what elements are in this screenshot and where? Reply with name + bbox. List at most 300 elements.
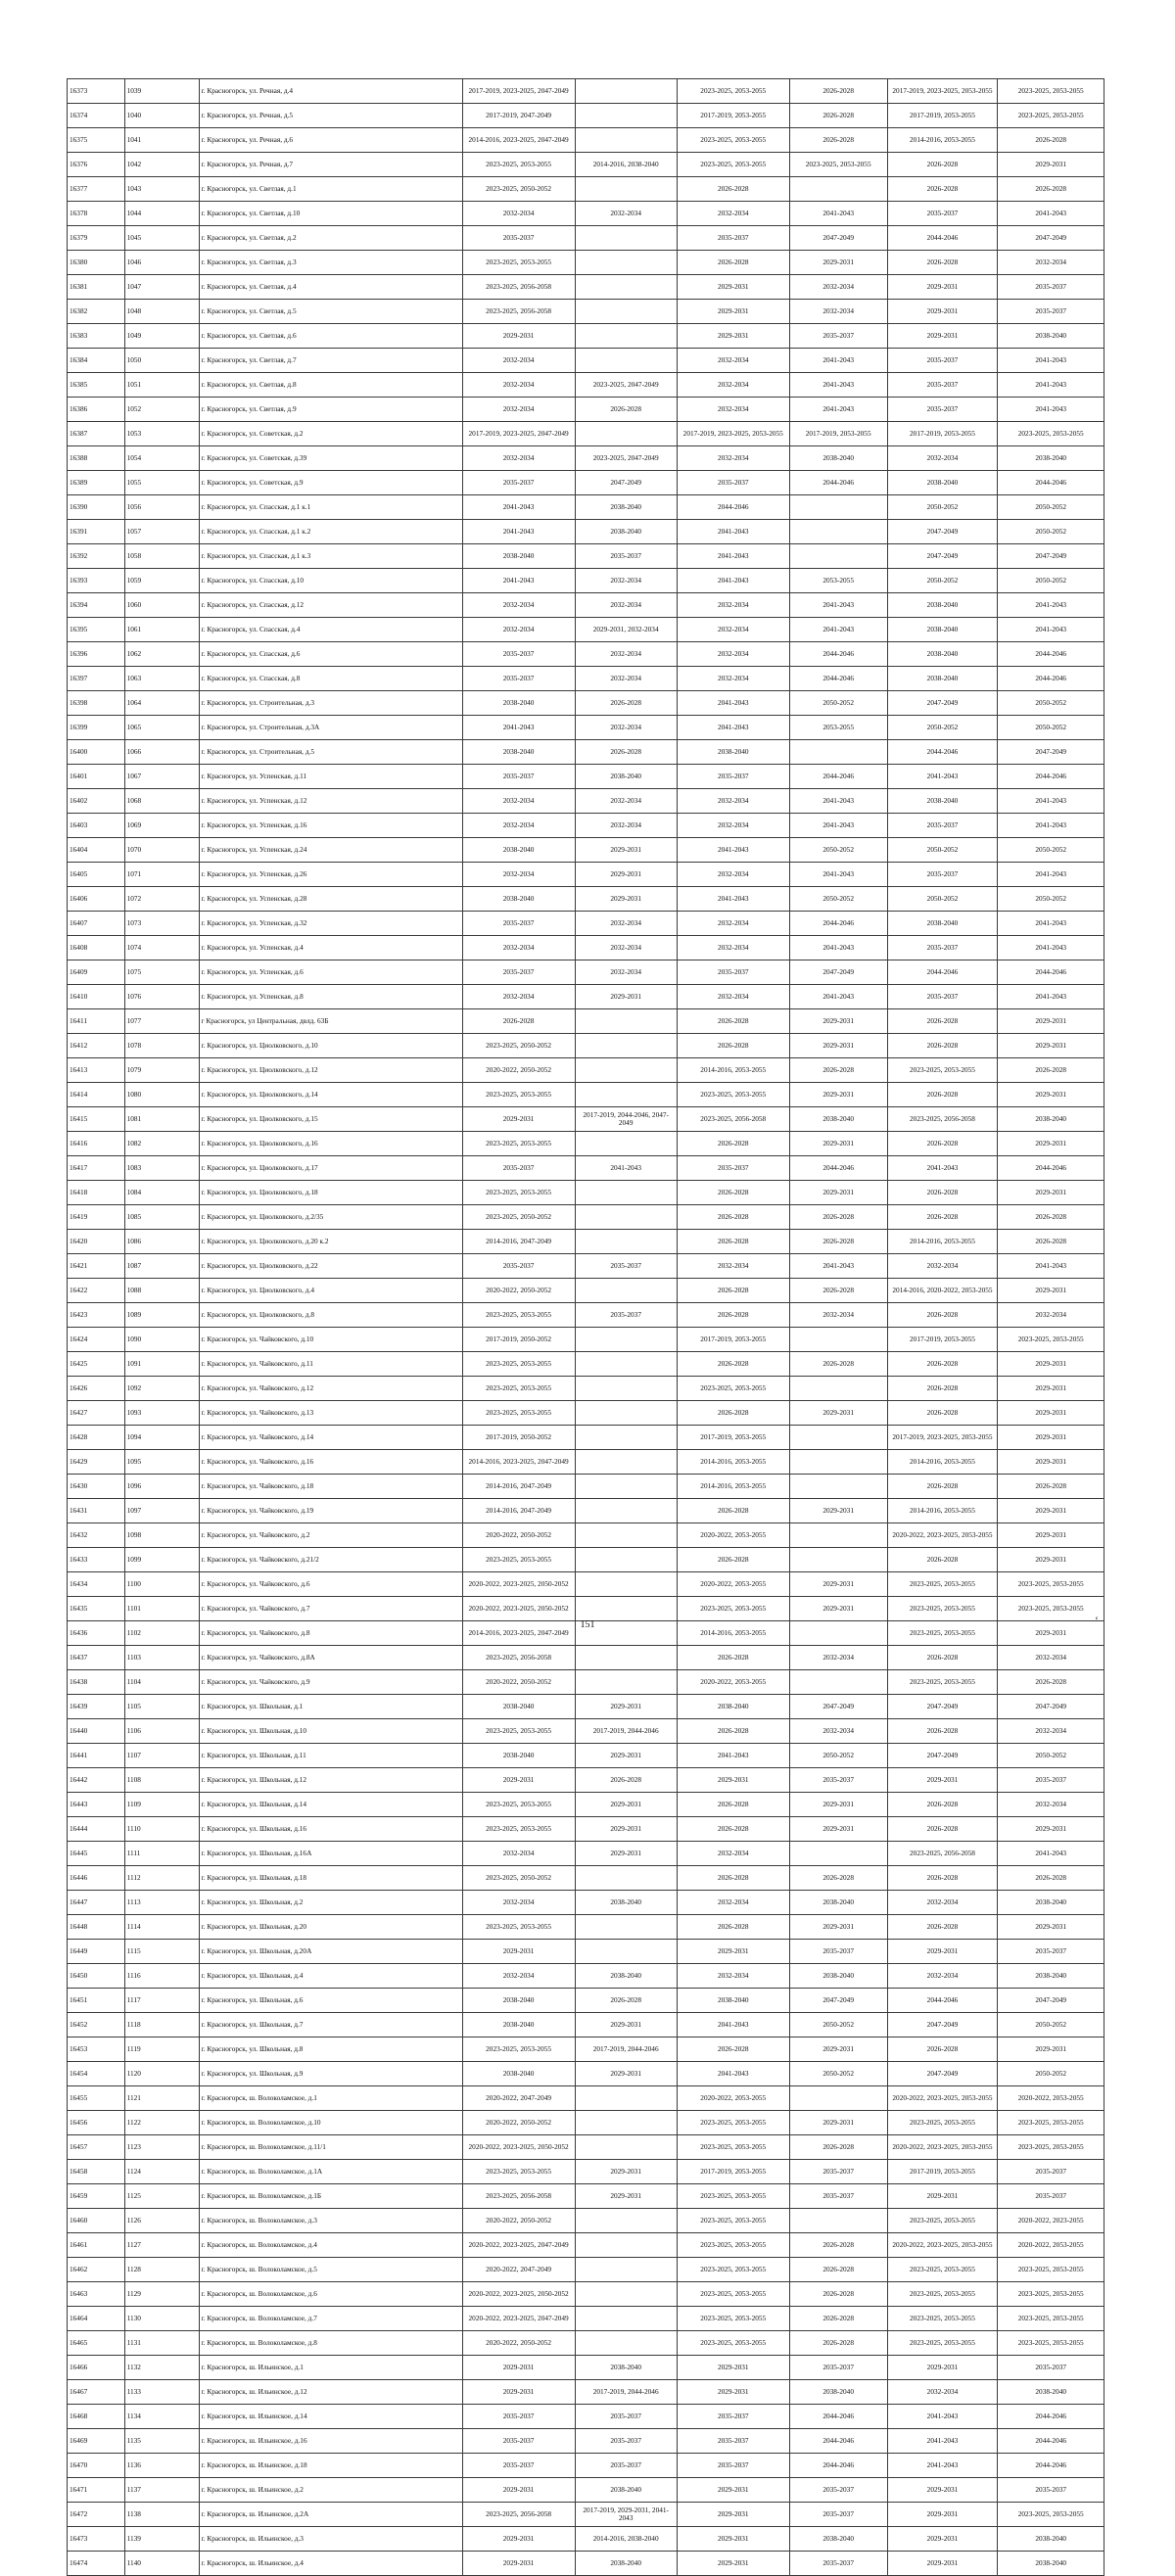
period-cell-6: 2041-2043 bbox=[998, 985, 1104, 1009]
period-cell-1: 2017-2019, 2023-2025, 2047-2049 bbox=[462, 422, 575, 446]
period-cell-3: 2035-2037 bbox=[677, 226, 789, 251]
table-row bbox=[68, 1915, 1104, 1940]
period-cell-6: 2020-2022, 2023-2055 bbox=[998, 2209, 1104, 2233]
period-cell-3: 2032-2034 bbox=[677, 593, 789, 618]
period-cell-3: 2041-2043 bbox=[677, 1744, 789, 1768]
row-number-cell: 1121 bbox=[124, 2086, 199, 2111]
period-cell-5: 2023-2025, 2053-2055 bbox=[887, 2307, 998, 2331]
page-number: 151 bbox=[580, 1619, 595, 1630]
period-cell-4: 2050-2052 bbox=[789, 691, 887, 716]
period-cell-4: 2026-2028 bbox=[789, 1205, 887, 1230]
period-cell-1: 2035-2037 bbox=[462, 2429, 575, 2454]
period-cell-3: 2026-2028 bbox=[677, 177, 789, 202]
row-id-cell: 16426 bbox=[68, 1377, 125, 1401]
period-cell-2 bbox=[575, 1205, 677, 1230]
row-number-cell: 1130 bbox=[124, 2307, 199, 2331]
table-row bbox=[68, 1450, 1104, 1475]
row-number-cell: 1050 bbox=[124, 349, 199, 373]
row-id-cell: 16464 bbox=[68, 2307, 125, 2331]
address-cell: г. Красногорск, ул. Успенская, д.26 bbox=[199, 863, 462, 887]
address-cell: г. Красногорск, ул. Успенская, д.28 bbox=[199, 887, 462, 912]
row-id-cell: 16456 bbox=[68, 2111, 125, 2135]
period-cell-3: 2026-2028 bbox=[677, 1034, 789, 1058]
period-cell-4: 2041-2043 bbox=[789, 789, 887, 814]
period-cell-5: 2026-2028 bbox=[887, 1817, 998, 1842]
period-cell-4: 2044-2046 bbox=[789, 2405, 887, 2429]
period-cell-1: 2023-2025, 2053-2055 bbox=[462, 1352, 575, 1377]
period-cell-2: 2029-2031 bbox=[575, 887, 677, 912]
period-cell-1: 2023-2025, 2056-2058 bbox=[462, 1646, 575, 1670]
period-cell-5: 2038-2040 bbox=[887, 912, 998, 936]
row-id-cell: 16455 bbox=[68, 2086, 125, 2111]
row-number-cell: 1078 bbox=[124, 1034, 199, 1058]
period-cell-1: 2035-2037 bbox=[462, 1156, 575, 1181]
row-id-cell: 16466 bbox=[68, 2356, 125, 2380]
address-cell: г. Красногорск, ш. Волоколамское, д.1Б bbox=[199, 2184, 462, 2209]
row-id-cell: 16399 bbox=[68, 716, 125, 740]
period-cell-3: 2032-2034 bbox=[677, 667, 789, 691]
row-number-cell: 1109 bbox=[124, 1793, 199, 1817]
row-id-cell: 16436 bbox=[68, 1621, 125, 1646]
row-number-cell: 1102 bbox=[124, 1621, 199, 1646]
period-cell-3: 2026-2028 bbox=[677, 1279, 789, 1303]
address-cell: г. Красногорск, ул. Школьная, д.12 bbox=[199, 1768, 462, 1793]
table-row bbox=[68, 1107, 1104, 1132]
period-cell-5: 2035-2037 bbox=[887, 373, 998, 398]
period-cell-5: 2017-2019, 2023-2025, 2053-2055 bbox=[887, 79, 998, 104]
row-id-cell: 16404 bbox=[68, 838, 125, 863]
period-cell-2: 2026-2028 bbox=[575, 1768, 677, 1793]
period-cell-5: 2026-2028 bbox=[887, 1352, 998, 1377]
period-cell-5: 2026-2028 bbox=[887, 1009, 998, 1034]
period-cell-3: 2023-2025, 2053-2055 bbox=[677, 2111, 789, 2135]
period-cell-4: 2050-2052 bbox=[789, 2013, 887, 2037]
row-number-cell: 1049 bbox=[124, 324, 199, 349]
period-cell-2 bbox=[575, 1083, 677, 1107]
period-cell-1: 2023-2025, 2050-2052 bbox=[462, 177, 575, 202]
row-number-cell: 1094 bbox=[124, 1426, 199, 1450]
table-row bbox=[68, 349, 1104, 373]
row-number-cell: 1118 bbox=[124, 2013, 199, 2037]
period-cell-1: 2032-2034 bbox=[462, 985, 575, 1009]
period-cell-2 bbox=[575, 251, 677, 275]
period-cell-1: 2017-2019, 2050-2052 bbox=[462, 1426, 575, 1450]
period-cell-2 bbox=[575, 1548, 677, 1572]
period-cell-2: 2029-2031 bbox=[575, 1744, 677, 1768]
period-cell-5: 2050-2052 bbox=[887, 569, 998, 593]
row-id-cell: 16388 bbox=[68, 446, 125, 471]
period-cell-3: 2029-2031 bbox=[677, 2527, 789, 2552]
period-cell-6: 2023-2025, 2053-2055 bbox=[998, 2258, 1104, 2282]
period-cell-4: 2026-2028 bbox=[789, 79, 887, 104]
address-cell: г. Красногорск, ул. Чайковского, д.21/2 bbox=[199, 1548, 462, 1572]
period-cell-5: 2023-2025, 2053-2055 bbox=[887, 2111, 998, 2135]
row-number-cell: 1067 bbox=[124, 765, 199, 789]
table-row bbox=[68, 2233, 1104, 2258]
period-cell-6: 2041-2043 bbox=[998, 593, 1104, 618]
period-cell-4: 2038-2040 bbox=[789, 446, 887, 471]
row-number-cell: 1132 bbox=[124, 2356, 199, 2380]
row-number-cell: 1085 bbox=[124, 1205, 199, 1230]
row-id-cell: 16461 bbox=[68, 2233, 125, 2258]
period-cell-1: 2038-2040 bbox=[462, 740, 575, 765]
period-cell-2: 2017-2019, 2044-2046 bbox=[575, 1719, 677, 1744]
period-cell-4: 2029-2031 bbox=[789, 2111, 887, 2135]
row-number-cell: 1123 bbox=[124, 2135, 199, 2160]
period-cell-2: 2029-2031 bbox=[575, 2160, 677, 2184]
row-number-cell: 1053 bbox=[124, 422, 199, 446]
address-cell: г. Красногорск, ул. Светлая, д.1 bbox=[199, 177, 462, 202]
period-cell-4: 2029-2031 bbox=[789, 1499, 887, 1523]
address-cell: г. Красногорск, ш. Волоколамское, д.3 bbox=[199, 2209, 462, 2233]
period-cell-5: 2020-2022, 2023-2025, 2053-2055 bbox=[887, 2086, 998, 2111]
period-cell-3: 2044-2046 bbox=[677, 495, 789, 520]
period-cell-5: 2020-2022, 2023-2025, 2053-2055 bbox=[887, 2233, 998, 2258]
period-cell-1: 2032-2034 bbox=[462, 1964, 575, 1989]
period-cell-4: 2029-2031 bbox=[789, 1597, 887, 1621]
period-cell-2: 2029-2031 bbox=[575, 2062, 677, 2086]
period-cell-2 bbox=[575, 1401, 677, 1426]
table-row bbox=[68, 691, 1104, 716]
address-cell: г. Красногорск, ул. Советская, д.39 bbox=[199, 446, 462, 471]
period-cell-4: 2053-2055 bbox=[789, 716, 887, 740]
period-cell-3: 2017-2019, 2053-2055 bbox=[677, 1426, 789, 1450]
address-cell: г. Красногорск, ул. Циолковского, д.16 bbox=[199, 1132, 462, 1156]
period-cell-2: 2029-2031 bbox=[575, 1842, 677, 1866]
period-cell-3: 2023-2025, 2053-2055 bbox=[677, 2282, 789, 2307]
row-number-cell: 1129 bbox=[124, 2282, 199, 2307]
period-cell-4: 2053-2055 bbox=[789, 569, 887, 593]
row-number-cell: 1133 bbox=[124, 2380, 199, 2405]
period-cell-4: 2041-2043 bbox=[789, 618, 887, 642]
period-cell-2: 2038-2040 bbox=[575, 1891, 677, 1915]
table-row bbox=[68, 618, 1104, 642]
address-cell: г. Красногорск, ул. Спасская, д.1 к.1 bbox=[199, 495, 462, 520]
period-cell-6: 2044-2046 bbox=[998, 765, 1104, 789]
table-row bbox=[68, 520, 1104, 544]
address-cell: г. Красногорск, ул. Строительная, д.3 bbox=[199, 691, 462, 716]
period-cell-2: 2038-2040 bbox=[575, 2356, 677, 2380]
row-number-cell: 1114 bbox=[124, 1915, 199, 1940]
period-cell-3: 2026-2028 bbox=[677, 1303, 789, 1328]
period-cell-5: 2026-2028 bbox=[887, 153, 998, 177]
period-cell-3: 2032-2034 bbox=[677, 618, 789, 642]
address-cell: г. Красногорск, ул. Школьная, д.20А bbox=[199, 1940, 462, 1964]
period-cell-4 bbox=[789, 1842, 887, 1866]
row-number-cell: 1051 bbox=[124, 373, 199, 398]
period-cell-5: 2029-2031 bbox=[887, 2356, 998, 2380]
row-number-cell: 1061 bbox=[124, 618, 199, 642]
period-cell-4: 2026-2028 bbox=[789, 1279, 887, 1303]
period-cell-3: 2041-2043 bbox=[677, 569, 789, 593]
table-row bbox=[68, 912, 1104, 936]
address-cell: г. Красногорск, ул. Спасская, д.4 bbox=[199, 618, 462, 642]
period-cell-5: 2044-2046 bbox=[887, 960, 998, 985]
period-cell-3: 2032-2034 bbox=[677, 912, 789, 936]
period-cell-2: 2032-2034 bbox=[575, 814, 677, 838]
address-cell: г. Красногорск, ул. Речная, д.4 bbox=[199, 79, 462, 104]
row-number-cell: 1073 bbox=[124, 912, 199, 936]
address-cell: г. Красногорск, ул. Речная, д.7 bbox=[199, 153, 462, 177]
table-row bbox=[68, 2380, 1104, 2405]
period-cell-2: 2038-2040 bbox=[575, 520, 677, 544]
period-cell-5: 2035-2037 bbox=[887, 863, 998, 887]
period-cell-6: 2041-2043 bbox=[998, 912, 1104, 936]
row-id-cell: 16460 bbox=[68, 2209, 125, 2233]
period-cell-1: 2038-2040 bbox=[462, 2062, 575, 2086]
period-cell-4: 2038-2040 bbox=[789, 1891, 887, 1915]
row-id-cell: 16471 bbox=[68, 2478, 125, 2503]
period-cell-1: 2041-2043 bbox=[462, 520, 575, 544]
period-cell-3: 2017-2019, 2053-2055 bbox=[677, 1328, 789, 1352]
period-cell-4: 2026-2028 bbox=[789, 104, 887, 128]
period-cell-6: 2044-2046 bbox=[998, 2405, 1104, 2429]
row-id-cell: 16432 bbox=[68, 1523, 125, 1548]
row-number-cell: 1111 bbox=[124, 1842, 199, 1866]
period-cell-2: 2029-2031 bbox=[575, 1817, 677, 1842]
address-cell: г. Красногорск, ш. Ильинское, д.1 bbox=[199, 2356, 462, 2380]
period-cell-6: 2050-2052 bbox=[998, 691, 1104, 716]
period-cell-6: 2023-2025, 2053-2055 bbox=[998, 2307, 1104, 2331]
period-cell-4: 2035-2037 bbox=[789, 2160, 887, 2184]
address-cell: г. Красногорск, ул. Строительная, д.5 bbox=[199, 740, 462, 765]
period-cell-1: 2023-2025, 2050-2052 bbox=[462, 1205, 575, 1230]
row-id-cell: 16429 bbox=[68, 1450, 125, 1475]
period-cell-1: 2020-2022, 2023-2025, 2050-2052 bbox=[462, 1597, 575, 1621]
period-cell-1: 2038-2040 bbox=[462, 887, 575, 912]
period-cell-5: 2023-2025, 2053-2055 bbox=[887, 2282, 998, 2307]
row-number-cell: 1083 bbox=[124, 1156, 199, 1181]
table-row bbox=[68, 1866, 1104, 1891]
row-id-cell: 16454 bbox=[68, 2062, 125, 2086]
row-id-cell: 16437 bbox=[68, 1646, 125, 1670]
period-cell-4: 2029-2031 bbox=[789, 1401, 887, 1426]
table-row bbox=[68, 2062, 1104, 2086]
table-row bbox=[68, 1279, 1104, 1303]
row-id-cell: 16394 bbox=[68, 593, 125, 618]
period-cell-4 bbox=[789, 1548, 887, 1572]
period-cell-5: 2026-2028 bbox=[887, 1866, 998, 1891]
table-row bbox=[68, 1768, 1104, 1793]
period-cell-2 bbox=[575, 1475, 677, 1499]
address-cell: г. Красногорск, ул. Циолковского, д.4 bbox=[199, 1279, 462, 1303]
period-cell-3: 2032-2034 bbox=[677, 985, 789, 1009]
address-cell: г. Красногорск, ш. Ильинское, д.2 bbox=[199, 2478, 462, 2503]
period-cell-1: 2032-2034 bbox=[462, 1891, 575, 1915]
period-cell-2: 2017-2019, 2029-2031, 2041-2043 bbox=[575, 2503, 677, 2527]
period-cell-5: 2047-2049 bbox=[887, 544, 998, 569]
row-id-cell: 16405 bbox=[68, 863, 125, 887]
address-cell: г. Красногорск, ул. Светлая, д.6 bbox=[199, 324, 462, 349]
period-cell-2 bbox=[575, 1915, 677, 1940]
period-cell-2 bbox=[575, 2258, 677, 2282]
period-cell-4: 2041-2043 bbox=[789, 593, 887, 618]
row-id-cell: 16375 bbox=[68, 128, 125, 153]
row-id-cell: 16417 bbox=[68, 1156, 125, 1181]
period-cell-2 bbox=[575, 128, 677, 153]
table-row bbox=[68, 1426, 1104, 1450]
period-cell-2 bbox=[575, 1572, 677, 1597]
period-cell-4: 2041-2043 bbox=[789, 936, 887, 960]
address-cell: г. Красногорск, ш. Ильинское, д.2А bbox=[199, 2503, 462, 2527]
address-cell: г. Красногорск, ул. Светлая, д.4 bbox=[199, 275, 462, 300]
row-id-cell: 16393 bbox=[68, 569, 125, 593]
period-cell-3: 2032-2034 bbox=[677, 446, 789, 471]
address-cell: г. Красногорск, ул. Циолковского, д.20 к.2 bbox=[199, 1230, 462, 1254]
period-cell-3: 2026-2028 bbox=[677, 1401, 789, 1426]
period-cell-5: 2023-2025, 2053-2055 bbox=[887, 2209, 998, 2233]
period-cell-6: 2023-2025, 2053-2055 bbox=[998, 422, 1104, 446]
row-number-cell: 1039 bbox=[124, 79, 199, 104]
row-number-cell: 1089 bbox=[124, 1303, 199, 1328]
row-id-cell: 16398 bbox=[68, 691, 125, 716]
period-cell-6: 2023-2025, 2053-2055 bbox=[998, 2331, 1104, 2356]
table-row bbox=[68, 1083, 1104, 1107]
period-cell-3: 2032-2034 bbox=[677, 814, 789, 838]
table-body bbox=[68, 79, 1104, 2576]
table-row bbox=[68, 2454, 1104, 2478]
period-cell-4: 2038-2040 bbox=[789, 2380, 887, 2405]
table-row bbox=[68, 2552, 1104, 2576]
period-cell-1: 2020-2022, 2050-2052 bbox=[462, 1058, 575, 1083]
period-cell-3: 2023-2025, 2056-2058 bbox=[677, 1107, 789, 1132]
address-cell: г. Красногорск, ул. Речная, д.6 bbox=[199, 128, 462, 153]
table-row bbox=[68, 1401, 1104, 1426]
address-cell: г. Красногорск, ул. Чайковского, д.7 bbox=[199, 1597, 462, 1621]
address-cell: г. Красногорск, ш. Волоколамское, д.6 bbox=[199, 2282, 462, 2307]
period-cell-3: 2020-2022, 2053-2055 bbox=[677, 1572, 789, 1597]
table-row bbox=[68, 2307, 1104, 2331]
table-row bbox=[68, 1254, 1104, 1279]
period-cell-3: 2026-2028 bbox=[677, 1646, 789, 1670]
period-cell-4: 2044-2046 bbox=[789, 642, 887, 667]
period-cell-6: 2026-2028 bbox=[998, 1670, 1104, 1695]
address-cell: г. Красногорск, ул. Циолковского, д.17 bbox=[199, 1156, 462, 1181]
row-number-cell: 1080 bbox=[124, 1083, 199, 1107]
row-id-cell: 16474 bbox=[68, 2552, 125, 2576]
address-cell: г. Красногорск, ул. Чайковского, д.2 bbox=[199, 1523, 462, 1548]
table-row bbox=[68, 2405, 1104, 2429]
period-cell-3: 2026-2028 bbox=[677, 1205, 789, 1230]
row-number-cell: 1112 bbox=[124, 1866, 199, 1891]
period-cell-6: 2038-2040 bbox=[998, 2552, 1104, 2576]
row-number-cell: 1087 bbox=[124, 1254, 199, 1279]
period-cell-2 bbox=[575, 2086, 677, 2111]
period-cell-1: 2023-2025, 2050-2052 bbox=[462, 1034, 575, 1058]
period-cell-6: 2047-2049 bbox=[998, 544, 1104, 569]
period-cell-1: 2023-2025, 2053-2055 bbox=[462, 1083, 575, 1107]
period-cell-5: 2044-2046 bbox=[887, 740, 998, 765]
table-row bbox=[68, 1181, 1104, 1205]
period-cell-2: 2035-2037 bbox=[575, 2405, 677, 2429]
row-id-cell: 16386 bbox=[68, 398, 125, 422]
address-cell: г. Красногорск, ул. Чайковского, д.8А bbox=[199, 1646, 462, 1670]
period-cell-3: 2023-2025, 2053-2055 bbox=[677, 2258, 789, 2282]
period-cell-4: 2026-2028 bbox=[789, 2258, 887, 2282]
period-cell-4: 2047-2049 bbox=[789, 1695, 887, 1719]
period-cell-3: 2023-2025, 2053-2055 bbox=[677, 2135, 789, 2160]
period-cell-5: 2035-2037 bbox=[887, 202, 998, 226]
address-cell: г. Красногорск, ул. Циолковского, д.12 bbox=[199, 1058, 462, 1083]
period-cell-1: 2023-2025, 2053-2055 bbox=[462, 1915, 575, 1940]
period-cell-1: 2023-2025, 2053-2055 bbox=[462, 1377, 575, 1401]
scan-mark: ‘ bbox=[1095, 1614, 1099, 1627]
period-cell-2 bbox=[575, 1940, 677, 1964]
table-row bbox=[68, 300, 1104, 324]
period-cell-2: 2023-2025, 2047-2049 bbox=[575, 373, 677, 398]
period-cell-6: 2035-2037 bbox=[998, 2184, 1104, 2209]
period-cell-4 bbox=[789, 520, 887, 544]
period-cell-3: 2041-2043 bbox=[677, 887, 789, 912]
period-cell-6: 2050-2052 bbox=[998, 2013, 1104, 2037]
period-cell-2 bbox=[575, 2111, 677, 2135]
address-cell: г. Красногорск, ш. Ильинское, д.14 bbox=[199, 2405, 462, 2429]
row-id-cell: 16465 bbox=[68, 2331, 125, 2356]
row-id-cell: 16396 bbox=[68, 642, 125, 667]
period-cell-1: 2017-2019, 2050-2052 bbox=[462, 1328, 575, 1352]
period-cell-4: 2035-2037 bbox=[789, 1940, 887, 1964]
row-number-cell: 1105 bbox=[124, 1695, 199, 1719]
period-cell-4: 2050-2052 bbox=[789, 887, 887, 912]
row-number-cell: 1104 bbox=[124, 1670, 199, 1695]
period-cell-3: 2014-2016, 2053-2055 bbox=[677, 1450, 789, 1475]
row-number-cell: 1046 bbox=[124, 251, 199, 275]
row-number-cell: 1052 bbox=[124, 398, 199, 422]
period-cell-6: 2029-2031 bbox=[998, 1181, 1104, 1205]
period-cell-4: 2029-2031 bbox=[789, 1083, 887, 1107]
period-cell-5: 2014-2016, 2053-2055 bbox=[887, 128, 998, 153]
period-cell-6: 2020-2022, 2053-2055 bbox=[998, 2233, 1104, 2258]
period-cell-3: 2029-2031 bbox=[677, 2552, 789, 2576]
period-cell-6: 2029-2031 bbox=[998, 1499, 1104, 1523]
row-id-cell: 16422 bbox=[68, 1279, 125, 1303]
row-id-cell: 16381 bbox=[68, 275, 125, 300]
period-cell-3: 2041-2043 bbox=[677, 2013, 789, 2037]
period-cell-4: 2041-2043 bbox=[789, 814, 887, 838]
period-cell-2: 2026-2028 bbox=[575, 740, 677, 765]
address-cell: г. Красногорск, ул. Школьная, д.2 bbox=[199, 1891, 462, 1915]
period-cell-4 bbox=[789, 2086, 887, 2111]
period-cell-3: 2023-2025, 2053-2055 bbox=[677, 153, 789, 177]
period-cell-5: 2026-2028 bbox=[887, 1181, 998, 1205]
address-cell: г. Красногорск, ул. Светлая, д.10 bbox=[199, 202, 462, 226]
period-cell-4: 2047-2049 bbox=[789, 1989, 887, 2013]
row-number-cell: 1093 bbox=[124, 1401, 199, 1426]
row-id-cell: 16446 bbox=[68, 1866, 125, 1891]
period-cell-1: 2020-2022, 2050-2052 bbox=[462, 2111, 575, 2135]
period-cell-2: 2032-2034 bbox=[575, 202, 677, 226]
row-number-cell: 1116 bbox=[124, 1964, 199, 1989]
period-cell-2: 2029-2031 bbox=[575, 2184, 677, 2209]
period-cell-5: 2014-2016, 2020-2022, 2053-2055 bbox=[887, 1279, 998, 1303]
table-row bbox=[68, 789, 1104, 814]
table-row bbox=[68, 765, 1104, 789]
row-id-cell: 16453 bbox=[68, 2037, 125, 2062]
address-cell: г. Красногорск, ул. Школьная, д.10 bbox=[199, 1719, 462, 1744]
period-cell-1: 2017-2019, 2023-2025, 2047-2049 bbox=[462, 79, 575, 104]
period-cell-4 bbox=[789, 495, 887, 520]
table-row bbox=[68, 1842, 1104, 1866]
period-cell-2: 2032-2034 bbox=[575, 960, 677, 985]
period-cell-5: 2050-2052 bbox=[887, 838, 998, 863]
period-cell-2: 2029-2031 bbox=[575, 1793, 677, 1817]
row-number-cell: 1119 bbox=[124, 2037, 199, 2062]
row-number-cell: 1134 bbox=[124, 2405, 199, 2429]
period-cell-5: 2026-2028 bbox=[887, 1034, 998, 1058]
period-cell-3: 2026-2028 bbox=[677, 1915, 789, 1940]
period-cell-4: 2026-2028 bbox=[789, 2282, 887, 2307]
period-cell-1: 2020-2022, 2047-2049 bbox=[462, 2086, 575, 2111]
